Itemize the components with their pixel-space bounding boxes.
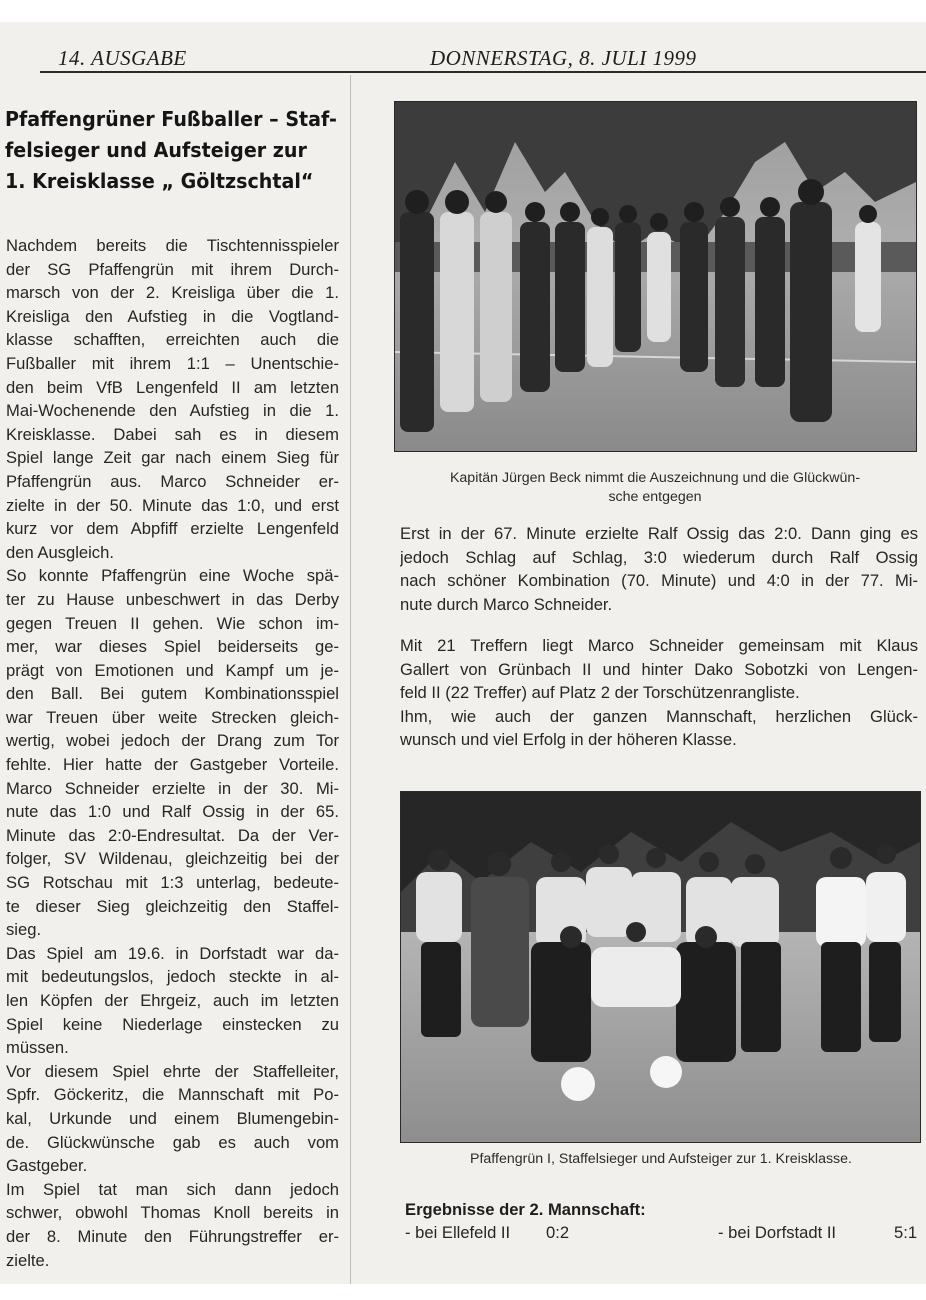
- text-line: wunsch und viel Erfolg in der höheren Klasse.: [400, 730, 737, 749]
- header-rule: [40, 71, 926, 73]
- text-line: Marco Schneider erzielte in der 30. Mi-: [6, 778, 339, 798]
- right-paragraph-goals: [400, 522, 918, 616]
- text-line: sieg.: [6, 920, 42, 940]
- text-line: Mai-Wochenende den Aufstieg in die 1.: [6, 401, 339, 421]
- text-line: Mit 21 Treffern liegt Marco Schneider gemeinsam mit Klaus: [400, 636, 918, 655]
- text-line: fehlte. Hier hatte der Gastgeber Vorteile.: [6, 755, 339, 775]
- text-line: Minute das 2:0-Endresultat. Da der Ver-: [6, 825, 339, 845]
- text-line: Nachdem bereits die Tischtennisspieler: [6, 236, 339, 255]
- headline-line: 1. Kreisklasse „ Göltzschtal“: [5, 169, 314, 193]
- result-dorfstadt-label: - bei Dorfstadt II: [718, 1223, 837, 1242]
- text-line: folger, SV Wildenau, gleichzeitig bei der: [6, 849, 339, 869]
- text-line: zielte.: [6, 1250, 50, 1270]
- text-line: Das Spiel am 19.6. in Dorfstadt war da-: [6, 943, 339, 963]
- text-line: prägt von Emotionen und Kampf um je-: [6, 660, 339, 680]
- text-line: wertig, wobei jedoch der Drang zum Tor: [6, 731, 339, 751]
- text-line: klasse schafften, erreichten auch die: [6, 330, 339, 350]
- text-line: te dieser Sieg gleichzeitig den Staffel-: [6, 896, 339, 916]
- text-line: gegen Treuen II gehen. Wie schon im-: [6, 613, 339, 633]
- text-line: der SG Pfaffengrün mit ihrem Durch-: [6, 259, 339, 279]
- text-line: den Ausgleich.: [6, 542, 114, 562]
- photo-award-ceremony: [394, 101, 917, 452]
- text-line: Vor diesem Spiel ehrte der Staffelleiter,: [6, 1061, 339, 1081]
- text-line: Pfaffengrün aus. Marco Schneider er-: [6, 471, 339, 491]
- article-headline: [5, 104, 337, 197]
- text-line: zielte in der 50. Minute das 1:0, und erst: [6, 495, 339, 515]
- text-line: Gastgeber.: [6, 1156, 88, 1176]
- text-line: Spiel lange Zeit gar nach einem Sieg für: [6, 448, 339, 468]
- text-line: mer, war dieses Spiel beiderseits ge-: [6, 637, 339, 657]
- left-column-text: [6, 234, 339, 1272]
- text-line: jedoch Schlag auf Schlag, 3:0 wiederum durch Ralf Ossig: [400, 547, 918, 567]
- text-line: ter zu Hause unbeschwert in das Derby: [6, 589, 339, 609]
- text-line: len Köpfen der Ehrgeiz, auch im letzten: [6, 991, 339, 1010]
- caption-line: Kapitän Jürgen Beck nimmt die Auszeichnung und die Glückwün-: [449, 470, 861, 486]
- text-line: müssen.: [6, 1038, 69, 1058]
- text-line: war Treuen über weite Strecken gleich-: [6, 707, 339, 727]
- right-paragraph-scorers: [400, 634, 918, 752]
- photo-award-ceremony-image: [395, 102, 916, 451]
- result-ellefeld-label: - bei Ellefeld II: [405, 1223, 511, 1242]
- text-line: Ihm, wie auch der ganzen Mannschaft, herzlichen Glück-: [400, 706, 918, 726]
- text-line: Erst in der 67. Minute erzielte Ralf Ossig das 2:0. Dann ging es: [400, 524, 918, 543]
- headline-line: Pfaffengrüner Fußballer – Staf-: [5, 107, 337, 131]
- text-line: So konnte Pfaffengrün eine Woche spä-: [6, 566, 339, 586]
- text-line: kurz vor dem Abpfiff erzielte Lengenfeld: [6, 519, 339, 539]
- text-line: schwer, obwohl Thomas Knoll bereits in: [6, 1203, 339, 1223]
- text-line: Kreisliga den Aufstieg in die Vogtland-: [6, 306, 339, 326]
- text-line: den beim VfB Lengenfeld II am letzten: [6, 377, 339, 397]
- text-line: Spiel keine Niederlage einstecken zu: [6, 1014, 339, 1034]
- text-line: de. Glückwünsche gab es auch vom: [6, 1132, 339, 1152]
- scan-margin-top: [0, 0, 926, 22]
- text-line: mit bedeutungslos, jedoch steckte in al-: [6, 967, 339, 987]
- result-dorfstadt-score: 5:1: [894, 1223, 918, 1242]
- text-line: nute durch Marco Schneider.: [400, 594, 613, 614]
- text-line: nute das 1:0 und Ralf Ossig in der 65.: [6, 802, 339, 822]
- text-line: SG Rotschau mit 1:3 unterlag, bedeute-: [6, 873, 339, 893]
- text-line: Fußballer mit ihrem 1:1 – Unentschie-: [6, 353, 339, 373]
- text-line: marsch von der 2. Kreisliga über die 1.: [6, 283, 339, 303]
- text-line: der 8. Minute den Führungstreffer er-: [6, 1226, 339, 1246]
- photo-team-image: [401, 792, 920, 1142]
- issue-date: DONNERSTAG, 8. JULI 1999: [430, 46, 697, 70]
- text-line: feld II (22 Treffer) auf Platz 2 der Torschützenrangliste.: [400, 683, 800, 702]
- text-line: Kreisklasse. Dabei sah es in diesem: [6, 424, 339, 444]
- results-title: Ergebnisse der 2. Mannschaft:: [405, 1200, 646, 1219]
- caption-line: sche entgegen: [608, 489, 702, 505]
- result-ellefeld-score: 0:2: [546, 1223, 570, 1242]
- text-line: Im Spiel tat man sich dann jedoch: [6, 1179, 339, 1199]
- issue-number: 14. AUSGABE: [58, 46, 187, 70]
- scan-margin-bottom: [0, 1284, 926, 1300]
- photo-team-caption: Pfaffengrün I, Staffelsieger und Aufsteiger zur 1. Kreisklasse.: [470, 1151, 852, 1167]
- photo-award-caption: [398, 469, 912, 507]
- text-line: nach schöner Kombination (70. Minute) und 4:0 in der 77. Mi-: [400, 571, 918, 590]
- column-divider: [350, 75, 351, 1284]
- text-line: kal, Urkunde und einem Blumengebin-: [6, 1108, 339, 1128]
- text-line: den Ball. Bei gutem Kombinationsspiel: [6, 684, 339, 704]
- text-line: Gallert von Grünbach II und hinter Dako Sobotzki von Lengen-: [400, 659, 918, 679]
- text-line: Spfr. Göckeritz, die Mannschaft mit Po-: [6, 1085, 339, 1105]
- photo-team: [400, 791, 921, 1143]
- headline-line: felsieger und Aufsteiger zur: [5, 138, 307, 162]
